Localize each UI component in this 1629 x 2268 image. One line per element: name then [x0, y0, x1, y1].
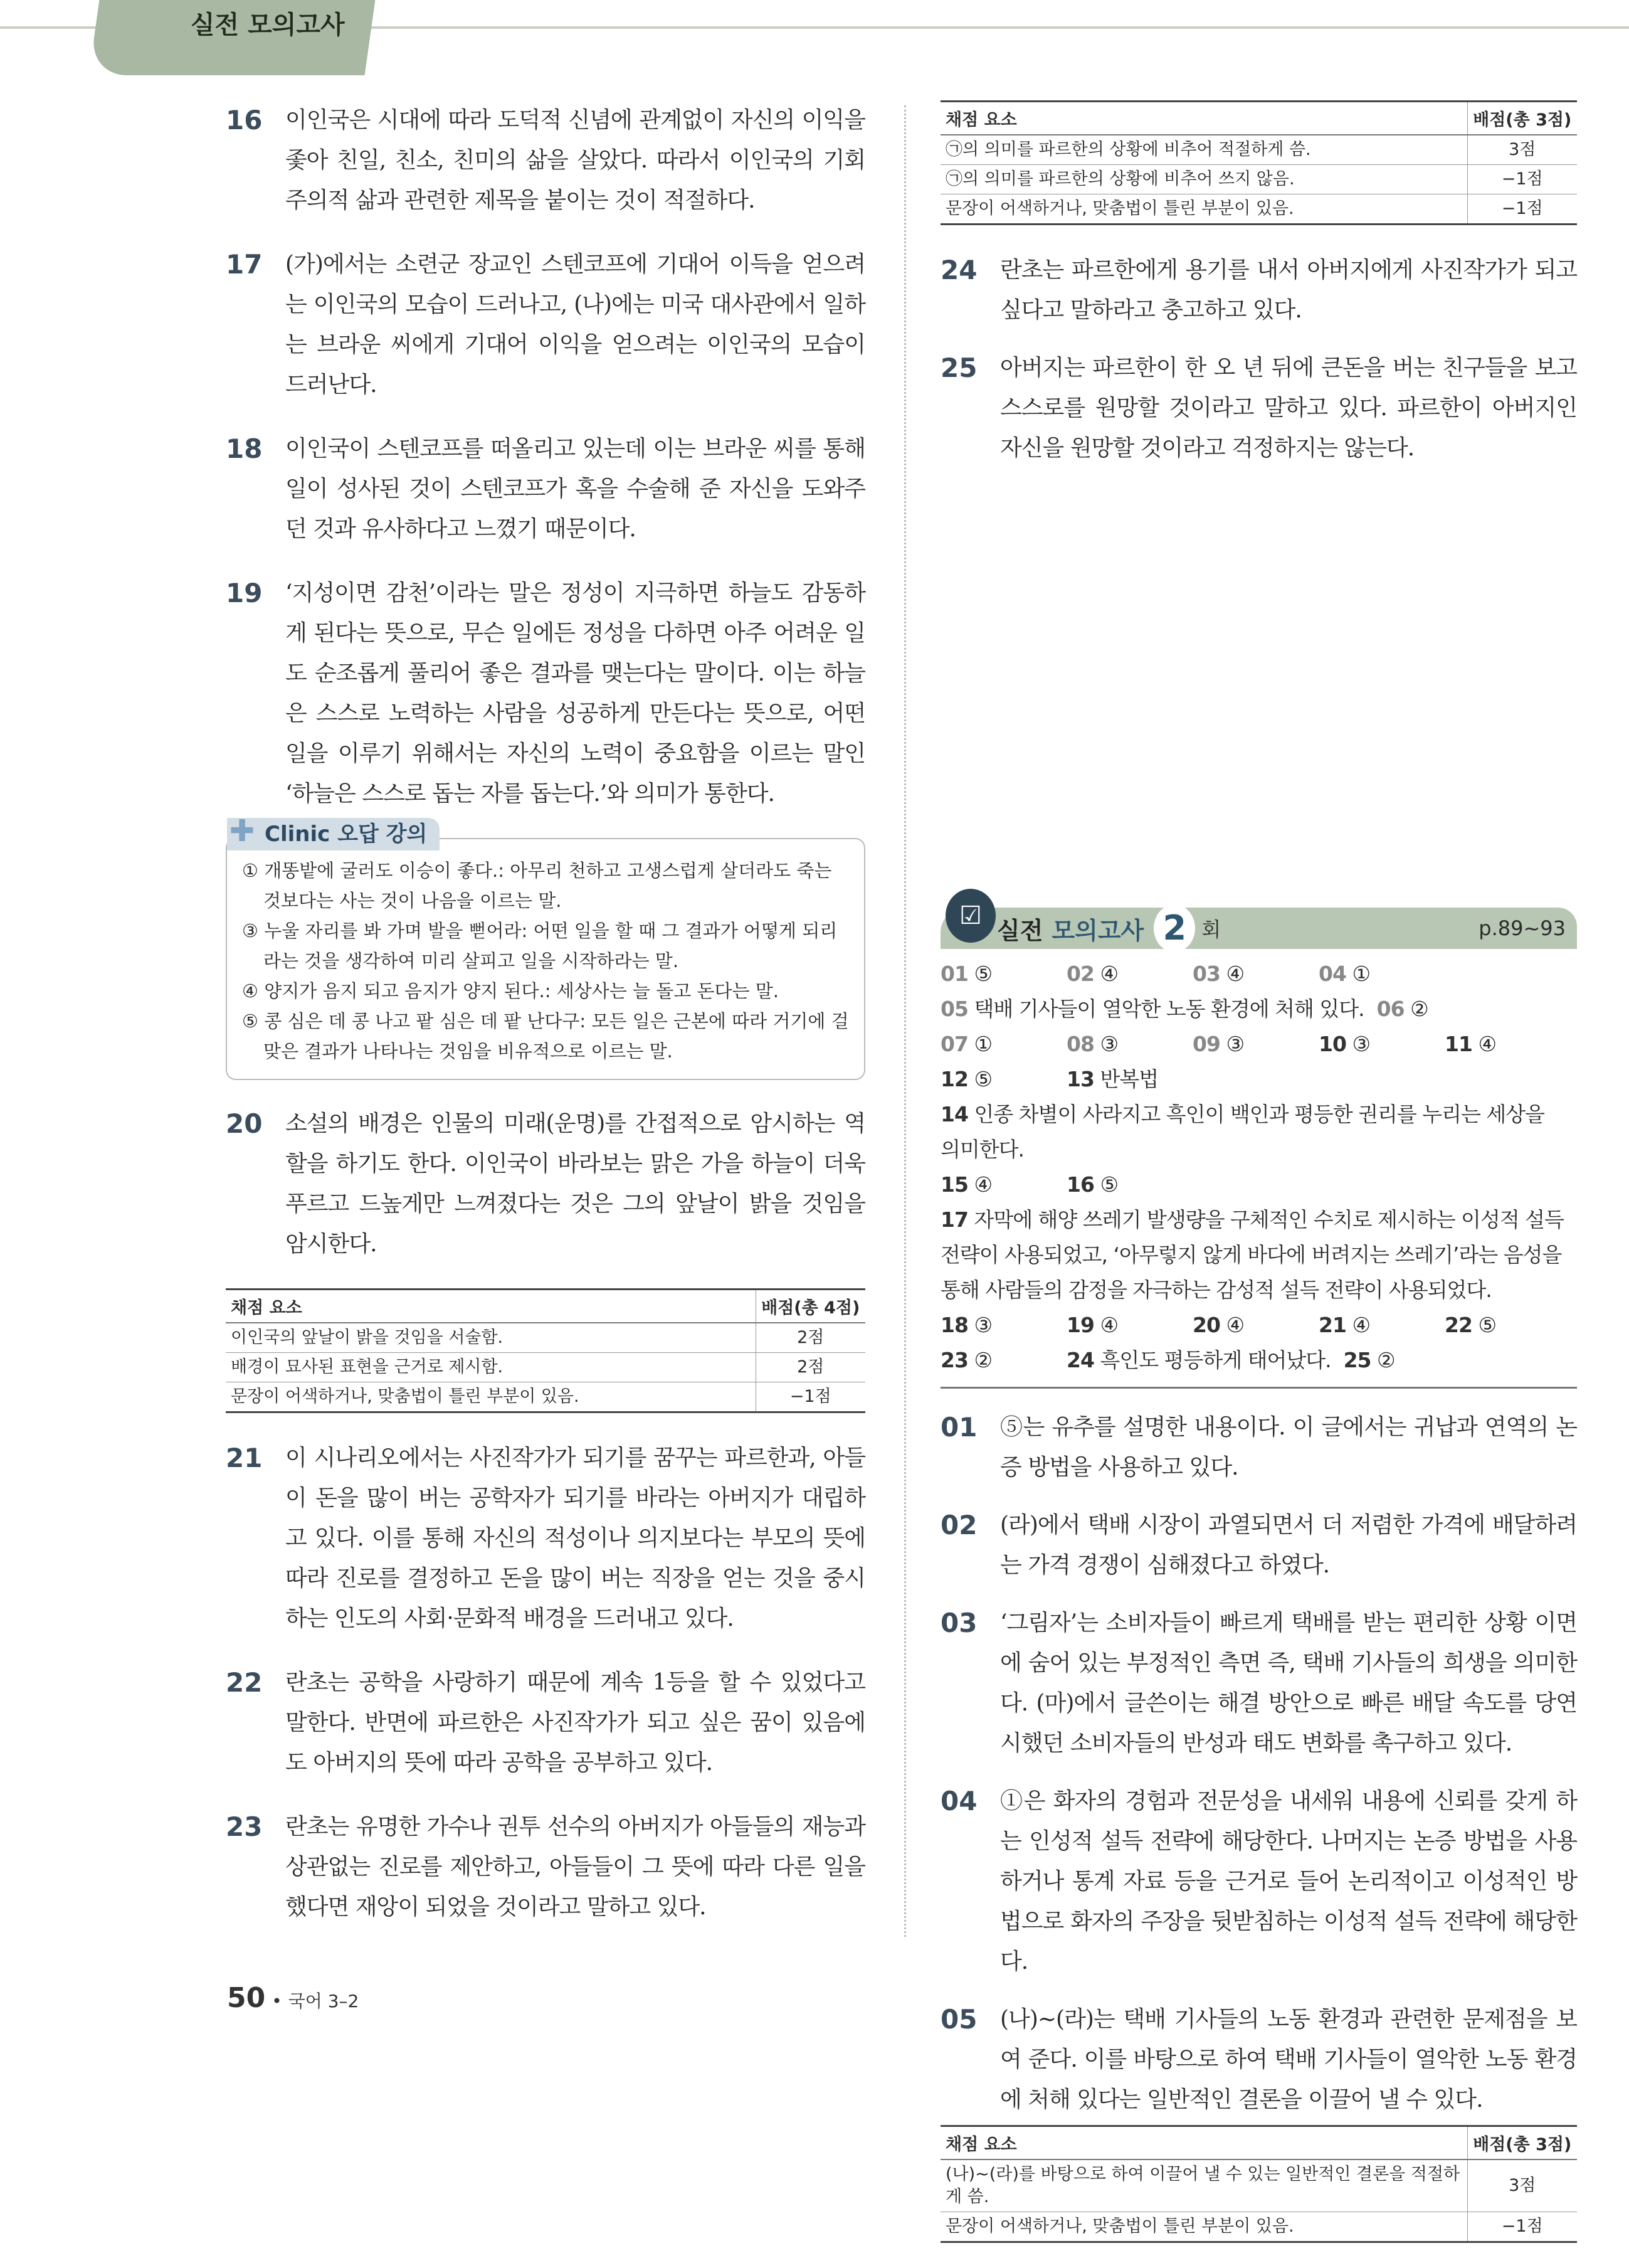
answer-item [1193, 1308, 1319, 1343]
answer-number: 05 [941, 997, 968, 1021]
answer-item [1319, 956, 1445, 992]
subject-label: 국어 3–2 [288, 1991, 359, 2011]
answer-key-label: 실전 [997, 916, 1043, 945]
answer-value: 택배 기사들이 열악한 노동 환경에 처해 있다. [974, 997, 1364, 1021]
question-text: 아버지는 파르한이 한 오 년 뒤에 큰돈을 버는 친구들을 보고 스스로를 원망할 것이라고 말하고 있다. 파르한이 아버지인 자신을 원망할 것이라고 걱정하지는 않는다. [1000, 355, 1577, 461]
question-item [226, 1663, 865, 1783]
answer-value: ⑤ [974, 1067, 993, 1091]
answer-item [1067, 956, 1193, 992]
explanation-item [941, 2000, 1577, 2120]
scoring-row [226, 1353, 865, 1382]
answer-value: ⑤ [1100, 1172, 1119, 1197]
clinic-box [226, 813, 865, 1080]
section-title: 실전 모의고사 [190, 11, 345, 40]
answer-value: ④ [1226, 1313, 1245, 1337]
answer-item [1067, 1062, 1158, 1097]
question-number: 23 [226, 1811, 263, 1842]
criteria-cell: 문장이 어색하거나, 맞춤법이 틀린 부분이 있음. [226, 1382, 756, 1412]
clinic-title: Clinic 오답 강의 [265, 822, 428, 847]
answer-number: 22 [1445, 1313, 1472, 1337]
question-number: 20 [226, 1108, 263, 1139]
explanation-item [941, 1781, 1577, 1982]
explanation-number: 01 [941, 1412, 978, 1443]
bullet: • [272, 1991, 282, 2011]
question-number: 22 [226, 1667, 263, 1698]
answer-number: 20 [1193, 1313, 1220, 1337]
answer-number: 21 [1319, 1313, 1346, 1337]
answer-number: 17 [941, 1207, 968, 1232]
answer-value: ③ [1352, 1032, 1371, 1056]
criteria-header: 채점 요소 [226, 1290, 756, 1323]
question-item [941, 250, 1577, 331]
criteria-cell: ㉠의 의미를 파르한의 상황에 비추어 적절하게 씀. [941, 135, 1467, 165]
checklist-icon: ☑ [946, 889, 996, 943]
answer-number: 16 [1067, 1172, 1094, 1197]
score-cell: 2점 [756, 1323, 865, 1353]
answer-value: 반복법 [1100, 1067, 1159, 1091]
clinic-item: ③ 누울 자리를 봐 가며 발을 뻗어라: 어떤 일을 할 때 그 결과가 어떻게 되리라는 것을 생각하여 미리 살피고 일을 시작하라는 말. [242, 920, 838, 972]
explanation-text: (라)에서 택배 시장이 과열되면서 더 저렴한 가격에 배달하려는 가격 경쟁이 심해졌다고 하였다. [1000, 1512, 1577, 1578]
answer-value: ① [1352, 962, 1371, 986]
scoring-row [941, 135, 1577, 165]
score-cell: −1점 [1467, 165, 1577, 194]
answer-number: 07 [941, 1032, 968, 1056]
answer-value: ④ [1478, 1032, 1497, 1056]
answer-item [941, 956, 1067, 992]
explanation-number: 04 [941, 1786, 978, 1816]
answer-value: ② [1377, 1348, 1395, 1372]
answer-item [1067, 1308, 1193, 1343]
section-tab [89, 0, 376, 75]
criteria-cell: 배경이 묘사된 표현을 근거로 제시함. [226, 1353, 756, 1382]
question-text: 소설의 배경은 인물의 미래(운명)를 간접적으로 암시하는 역할을 하기도 한다. 이인국이 바라보는 맑은 가을 하늘이 더욱 푸르고 드높게만 느껴졌다는 것은 그의 앞날이 밝을 것임을 암시한다. [285, 1111, 865, 1257]
scoring-table [941, 2125, 1577, 2243]
answer-value: ① [974, 1032, 993, 1056]
answer-item [1377, 992, 1503, 1027]
answer-item [941, 1167, 1067, 1202]
answer-value: 인종 차별이 사라지고 흑인이 백인과 평등한 권리를 누리는 세상을 의미한다. [941, 1102, 1545, 1162]
clinic-item: ⑤ 콩 심은 데 콩 나고 팥 심은 데 팥 난다구: 모든 일은 근본에 따라 거기에 걸맞은 결과가 나타나는 것임을 비유적으로 이르는 말. [242, 1010, 849, 1062]
right-column [941, 100, 1577, 2268]
question-item [226, 245, 865, 405]
answer-number: 09 [1193, 1032, 1220, 1056]
answer-item [941, 1062, 1067, 1097]
question-text: 이 시나리오에서는 사진작가가 되기를 꿈꾸는 파르한과, 아들이 돈을 많이 버는 공학자가 되기를 바라는 아버지가 대립하고 있다. 이를 통해 자신의 적성이나 의지보다는 부모의 뜻에 따라 진로를 결정하고 돈을 많이 버는 직장을 얻는 것을 중시하는 인도의 사회·문화적 배경을 드러내고 있다. [285, 1445, 865, 1631]
question-text: 이인국이 스텐코프를 떠올리고 있는데 이는 브라운 씨를 통해 일이 성사된 것이 스텐코프가 혹을 수술해 준 자신을 도와주던 것과 유사하다고 느꼈기 때문이다. [285, 436, 865, 542]
answer-item [941, 1308, 1067, 1343]
page-footer [227, 1982, 359, 2014]
page-number: 50 [227, 1982, 266, 2014]
answer-number: 18 [941, 1313, 968, 1337]
answer-item [1445, 1308, 1571, 1343]
question-item [226, 429, 865, 549]
criteria-cell: 이인국의 앞날이 밝을 것임을 서술함. [226, 1323, 756, 1353]
explanation-item [941, 1603, 1577, 1764]
answer-value: ③ [1100, 1032, 1119, 1056]
answer-number: 01 [941, 962, 968, 986]
question-item [941, 348, 1577, 469]
plus-icon: ✚ [229, 813, 255, 849]
answer-number: 02 [1067, 962, 1094, 986]
clinic-item: ① 개똥밭에 굴러도 이승이 좋다.: 아무리 천하고 고생스럽게 살더라도 죽는 것보다는 사는 것이 나음을 이르는 말. [242, 860, 832, 911]
question-text: 란초는 공학을 사랑하기 때문에 계속 1등을 할 수 있었다고 말한다. 반면에 파르한은 사진작가가 되고 싶은 꿈이 있음에도 아버지의 뜻에 따라 공학을 공부하고 있다. [285, 1670, 865, 1776]
question-number: 21 [226, 1443, 263, 1473]
test-suffix: 회 [1201, 918, 1221, 941]
scoring-row [941, 2212, 1577, 2242]
explanation-text: (나)~(라)는 택배 기사들의 노동 환경과 관련한 문제점을 보여 준다. 이를 바탕으로 하여 택배 기사들이 열악한 노동 환경에 처해 있다는 일반적인 결론을 이끌어 낼 수 있다. [1000, 2006, 1577, 2112]
explanation-number: 05 [941, 2004, 978, 2035]
answer-number: 06 [1376, 997, 1405, 1021]
answer-item [1193, 1027, 1319, 1062]
scoring-row [226, 1323, 865, 1353]
explanation-number: 03 [941, 1608, 978, 1638]
answer-value: ⑤ [1478, 1313, 1497, 1337]
answer-item [1067, 1343, 1331, 1378]
scoring-row [941, 2159, 1577, 2212]
answer-number: 08 [1067, 1032, 1094, 1056]
scoring-row [941, 194, 1577, 225]
answer-list [941, 949, 1577, 1389]
clinic-tag [227, 813, 440, 850]
answer-value: ③ [974, 1313, 993, 1337]
answer-value: ④ [1100, 962, 1119, 986]
test-number: 2 [1154, 904, 1195, 952]
answer-value: ② [1410, 997, 1428, 1021]
answer-value: 흑인도 평등하게 태어났다. [1100, 1348, 1331, 1372]
score-header: 배점(총 3점) [1467, 2126, 1577, 2160]
answer-number: 25 [1343, 1348, 1371, 1372]
question-item [226, 1438, 865, 1639]
score-header: 배점(총 4점) [756, 1290, 865, 1323]
score-cell: −1점 [756, 1382, 865, 1412]
answer-item [941, 1097, 1564, 1167]
question-item [226, 100, 865, 221]
answer-item [941, 1343, 1067, 1378]
criteria-header: 채점 요소 [941, 2126, 1467, 2160]
page-range: p.89~93 [1479, 916, 1566, 940]
answer-value: ④ [1226, 962, 1245, 986]
question-text: 란초는 유명한 가수나 권투 선수의 아버지가 아들들의 재능과 상관없는 진로를 제안하고, 아들들이 그 뜻에 따라 다른 일을 했다면 재앙이 되었을 것이라고 말하고 있다. [285, 1814, 865, 1920]
answer-item [1067, 1027, 1193, 1062]
explanation-item [941, 1505, 1577, 1586]
answer-item [1344, 1343, 1470, 1378]
answer-number: 23 [941, 1348, 968, 1372]
answer-key-header [941, 901, 1577, 949]
question-text: 이인국은 시대에 따라 도덕적 신념에 관계없이 자신의 이익을 좇아 친일, 친소, 친미의 삶을 살았다. 따라서 이인국의 기회주의적 삶과 관련한 제목을 붙이는 것이 적절하다. [285, 107, 865, 213]
explanation-text: ①은 화자의 경험과 전문성을 내세워 내용에 신뢰를 갖게 하는 인성적 설득 전략에 해당한다. 나머지는 논증 방법을 사용하거나 통계 자료 등을 근거로 들어 논리적이고 이성적인 방법으로 화자의 주장을 뒷받침하는 이성적 설득 전략에 해당한다. [1000, 1788, 1577, 1974]
answer-value: ④ [1352, 1313, 1371, 1337]
question-item [226, 573, 865, 814]
answer-item [1445, 1027, 1571, 1062]
answer-item [1319, 1027, 1445, 1062]
question-number: 25 [941, 352, 978, 383]
score-cell: 2점 [756, 1353, 865, 1382]
column-divider [904, 105, 906, 1937]
criteria-header: 채점 요소 [941, 102, 1467, 135]
score-cell: 3점 [1467, 2159, 1577, 2212]
explanation-item [941, 1407, 1577, 1488]
answer-item [1319, 1308, 1445, 1343]
explanation-text: ‘그림자’는 소비자들이 빠르게 택배를 받는 편리한 상황 이면에 숨어 있는 부정적인 측면 즉, 택배 기사들의 희생을 의미한다. (마)에서 글쓴이는 해결 방안으로 빠른 배달 속도를 당연시했던 소비자들의 반성과 태도 변화를 촉구하고 있다. [1000, 1610, 1577, 1756]
explanation-text: ⑤는 유추를 설명한 내용이다. 이 글에서는 귀납과 연역의 논증 방법을 사용하고 있다. [1000, 1414, 1577, 1480]
answer-number: 19 [1067, 1313, 1094, 1337]
question-item [226, 1807, 865, 1927]
answer-number: 10 [1319, 1032, 1346, 1056]
question-text: (가)에서는 소련군 장교인 스텐코프에 기대어 이득을 얻으려는 이인국의 모습이 드러나고, (나)에는 미국 대사관에서 일하는 브라운 씨에게 기대어 이익을 얻으려는 이인국의 모습이 드러난다. [285, 252, 865, 398]
scoring-table [941, 100, 1577, 225]
question-number: 18 [226, 433, 263, 464]
score-header: 배점(총 3점) [1467, 102, 1577, 135]
question-number: 16 [226, 105, 263, 135]
criteria-cell: 문장이 어색하거나, 맞춤법이 틀린 부분이 있음. [941, 2212, 1467, 2242]
answer-item [941, 992, 1364, 1027]
question-number: 19 [226, 578, 263, 608]
answer-value: 자막에 해양 쓰레기 발생량을 구체적인 수치로 제시하는 이성적 설득 전략이 사용되었고, ‘아무렇지 않게 바다에 버려지는 쓰레기’라는 음성을 통해 사람들의 감정을 자극하는 감성적 설득 전략이 사용되었다. [941, 1207, 1564, 1302]
question-number: 24 [941, 255, 978, 285]
answer-number: 12 [941, 1067, 968, 1091]
answer-item [1067, 1167, 1193, 1202]
question-item [226, 1104, 865, 1264]
answer-number: 03 [1193, 962, 1220, 986]
answer-item [941, 1202, 1564, 1308]
answer-number: 04 [1319, 962, 1346, 986]
answer-value: ⑤ [974, 962, 993, 986]
answer-item [941, 1027, 1067, 1062]
question-text: ‘지성이면 감천’이라는 말은 정성이 지극하면 하늘도 감동하게 된다는 뜻으로, 무슨 일에든 정성을 다하면 아주 어려운 일도 순조롭게 풀리어 좋은 결과를 맺는다는 말이다. 이는 하늘은 스스로 노력하는 사람을 성공하게 만든다는 뜻으로, 어떤 일을 이루기 위해서는 자신의 노력이 중요함을 이르는 말인 ‘하늘은 스스로 돕는 자를 돕는다.’와 의미가 통한다. [285, 580, 865, 807]
answer-number: 24 [1067, 1348, 1094, 1372]
answer-value: ④ [974, 1172, 993, 1197]
answer-number: 11 [1445, 1032, 1472, 1056]
scoring-row [226, 1382, 865, 1412]
answer-number: 14 [941, 1102, 968, 1126]
explanation-number: 02 [941, 1510, 978, 1540]
left-column [226, 100, 865, 1951]
clinic-item: ④ 양지가 음지 되고 음지가 양지 된다.: 세상사는 늘 돌고 돈다는 말. [242, 980, 779, 1002]
score-cell: −1점 [1467, 2212, 1577, 2242]
question-number: 17 [226, 249, 263, 280]
answer-number: 15 [941, 1172, 968, 1197]
answer-value: ③ [1226, 1032, 1245, 1056]
score-cell: 3점 [1467, 135, 1577, 165]
answer-value: ④ [1100, 1313, 1119, 1337]
criteria-cell: 문장이 어색하거나, 맞춤법이 틀린 부분이 있음. [941, 194, 1467, 225]
criteria-cell: ㉠의 의미를 파르한의 상황에 비추어 쓰지 않음. [941, 165, 1467, 194]
scoring-table [226, 1288, 865, 1413]
scoring-row [941, 165, 1577, 194]
answer-key-title: 모의고사 [1052, 916, 1144, 945]
score-cell: −1점 [1467, 194, 1577, 225]
answer-number: 13 [1067, 1067, 1094, 1091]
question-text: 란초는 파르한에게 용기를 내서 아버지에게 사진작가가 되고 싶다고 말하라고 충고하고 있다. [1000, 257, 1577, 323]
answer-value: ② [974, 1348, 993, 1372]
criteria-cell: (나)~(라)를 바탕으로 하여 이끌어 낼 수 있는 일반적인 결론을 적절하게 씀. [941, 2159, 1467, 2212]
answer-item [1193, 956, 1319, 992]
